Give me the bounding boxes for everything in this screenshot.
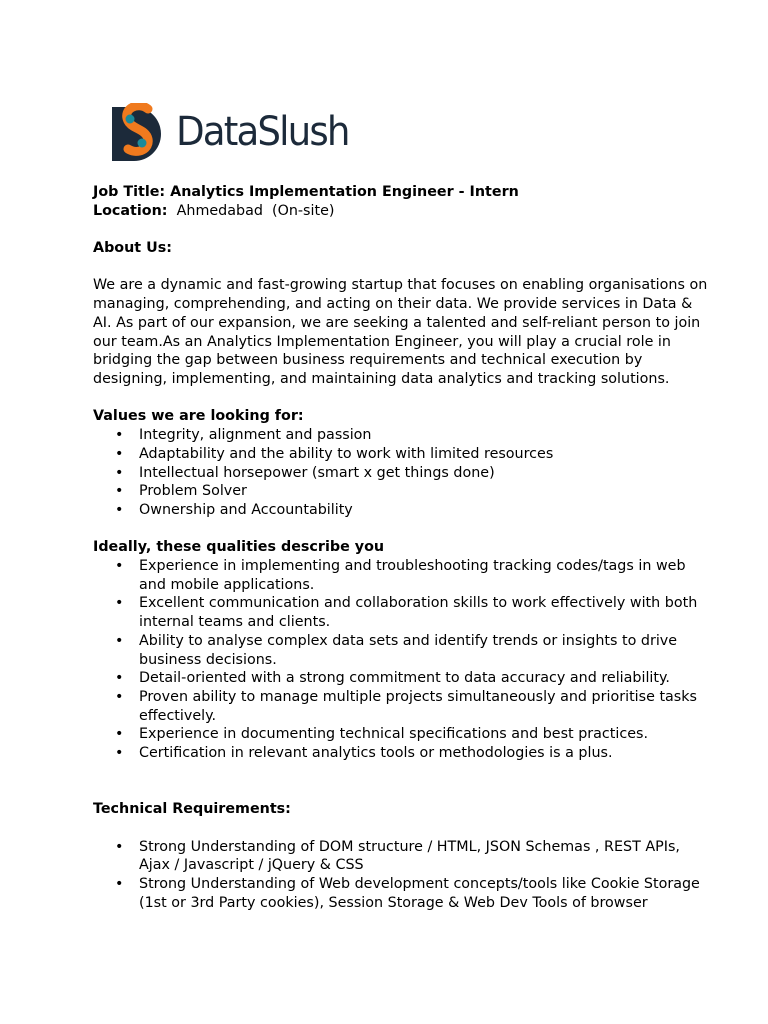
technical-list [93,838,718,913]
list-item: • Problem Solver [115,483,247,500]
about-line: our team.As an Analytics Implementation Engineer, you will play a crucial role in [93,333,671,350]
list-item: • Ownership and Accountability [115,501,353,518]
list-item: • Detail-oriented with a strong commitment to data accuracy and reliability. [115,670,670,687]
dataslush-s-logo-icon [112,103,164,161]
bullet-icon: • [115,483,124,500]
bullet-icon: • [115,427,124,444]
bullet-icon: • [115,464,124,481]
bullet-icon: • [115,445,124,462]
about-line: managing, comprehending, and acting on their data. We provide services in Data & [93,296,693,313]
about-paragraph [93,276,718,388]
about-line: bridging the gap between business requirements and technical execution by [93,352,643,369]
list-item: • Ability to analyse complex data sets and identify trends or insights to drive business decisions. [115,632,678,668]
bullet-icon: • [115,595,124,612]
about-line: designing, implementing, and maintaining data analytics and tracking solutions. [93,371,670,387]
list-item: • Proven ability to manage multiple projects simultaneously and prioritise tasks effectively. [115,688,697,724]
bullet-icon: • [115,501,124,518]
list-item: • Strong Understanding of Web development concepts/tools like Cookie Storage (1st or 3rd Party cookies), Session Storage & Web Dev Tools of browser [115,875,700,911]
list-item: • Intellectual horsepower (smart x get things done) [115,464,495,481]
bullet-icon: • [115,670,124,687]
values-list [93,426,718,520]
about-line: AI. As part of our expansion, we are seeking a talented and self-reliant person to join [93,314,701,331]
list-item: • Adaptability and the ability to work with limited resources [115,445,554,462]
about-line: We are a dynamic and fast-growing startup that focuses on enabling organisations on [93,277,708,294]
logo-text: DataSlush [176,109,349,155]
location-label: Location: [93,202,168,219]
list-item: • Experience in documenting technical specifications and best practices. [115,726,649,743]
location-line [93,202,718,221]
location-value: Ahmedabad (On-site) [167,202,335,219]
bullet-icon: • [115,688,124,705]
bullet-icon: • [115,745,124,762]
list-item: • Strong Understanding of DOM structure / HTML, JSON Schemas , REST APIs, Ajax / Javascript / jQuery & CSS [115,838,680,874]
list-item: • Certification in relevant analytics tools or methodologies is a plus. [115,745,613,762]
values-heading: Values we are looking for: [93,408,304,425]
about-heading: About Us: [93,240,172,257]
bullet-icon: • [115,558,124,574]
bullet-icon: • [115,875,124,892]
qualities-list [93,557,718,763]
bullet-icon: • [115,726,124,743]
job-description [93,183,718,912]
bullet-icon: • [115,838,124,855]
job-title: Job Title: Analytics Implementation Engineer - Intern [93,184,519,200]
bullet-icon: • [115,632,124,649]
list-item: • Excellent communication and collaboration skills to work effectively with both internal teams and clients. [115,595,698,631]
list-item: • Experience in implementing and troubleshooting tracking codes/tags in web and mobile applications. [115,558,686,593]
technical-heading: Technical Requirements: [93,801,291,818]
qualities-heading: Ideally, these qualities describe you [93,539,385,556]
list-item: • Integrity, alignment and passion [115,427,372,444]
company-logo [112,103,362,161]
